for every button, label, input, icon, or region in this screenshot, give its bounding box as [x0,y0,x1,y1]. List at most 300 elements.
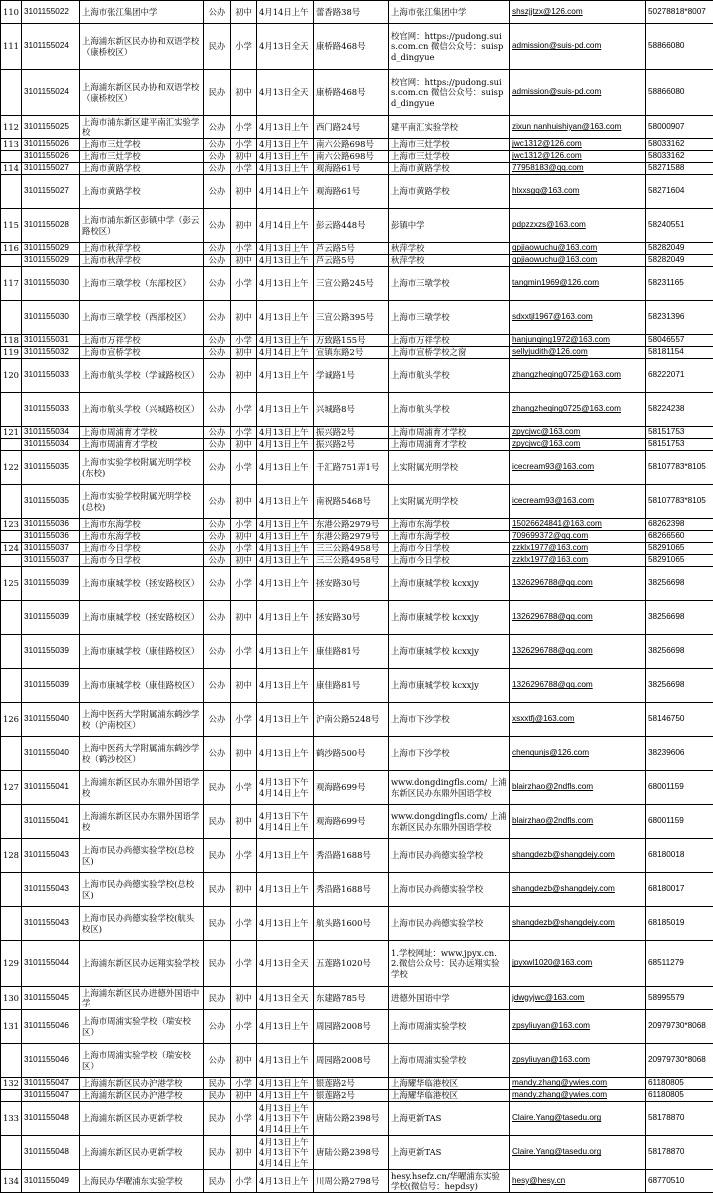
school-type: 公办 [204,335,231,347]
school-address: 康佳路81号 [314,635,389,669]
school-website[interactable]: 上海市东海学校 [389,519,510,531]
school-website[interactable]: 校官网：https://pudong.suis.com.cn 微信公众号：suispd_dingyue [389,24,510,70]
school-level: 初中 [231,347,257,359]
school-level: 初中 [231,737,257,771]
school-website[interactable]: 进德外国语中学 [389,987,510,1010]
row-number [1,70,22,116]
contact-email[interactable]: hanjunqing1972@163.com [510,335,646,347]
contact-email[interactable]: zpsyliuyan@163.com [510,1010,646,1044]
table-row [1,439,713,451]
contact-email[interactable]: zixun nanhuishiyan@163.com [510,116,646,139]
school-website[interactable]: 上海市民办尚德实验学校 [389,907,510,941]
school-website[interactable]: 校官网：https://pudong.suis.com.cn 微信公众号：suispd_dingyue [389,70,510,116]
school-name: 上海市实验学校附属光明学校(总校) [80,485,204,519]
contact-email[interactable]: qpjiaowuchu@163.com [510,243,646,255]
school-type: 公办 [204,347,231,359]
school-website[interactable]: 秋萍学校 [389,243,510,255]
table-row [1,941,713,987]
table-row [1,839,713,873]
school-website[interactable]: 上海市民办尚德实验学校 [389,873,510,907]
school-website[interactable]: 上海耀华临港校区 [389,1078,510,1090]
row-number [1,1044,22,1078]
contact-email[interactable]: pdpzzxzs@163.com [510,209,646,243]
school-type: 公办 [204,531,231,543]
school-address: 振兴路2号 [314,427,389,439]
table-row [1,485,713,519]
contact-email[interactable]: Claire.Yang@tasedu.org [510,1102,646,1136]
school-address: 三三公路4958号 [314,543,389,555]
contact-email[interactable]: sdxxtjl1967@163.com [510,301,646,335]
school-name: 上海市三墩学校（西部校区） [80,301,204,335]
school-level: 初中 [231,601,257,635]
open-day-time: 4月13日上午 [257,451,314,485]
contact-email[interactable]: shszjjtzx@126.com [510,1,646,24]
school-website[interactable]: 上海市今日学校 [389,543,510,555]
open-day-time: 4月13日上午 4月13日下午 4月14日上午 [257,1102,314,1136]
school-name: 上海浦东新区民办进德外国语中学 [80,987,204,1010]
school-level: 小学 [231,1102,257,1136]
open-day-time: 4月13日全天 [257,941,314,987]
row-number [1,1090,22,1102]
school-address: 万致路155号 [314,335,389,347]
school-type: 公办 [204,703,231,737]
row-number: 121 [1,427,22,439]
school-name: 上海市周浦实验学校（瑞安校区） [80,1044,204,1078]
row-number [1,601,22,635]
open-day-time: 4月13日上午 [257,873,314,907]
contact-phone: 58231165 [646,267,713,301]
school-name: 上海市康城学校（康佳路校区） [80,635,204,669]
school-name: 上海市秋萍学校 [80,255,204,267]
school-website[interactable]: 上海市周浦育才学校 [389,427,510,439]
open-day-time: 4月13日上午 [257,139,314,151]
contact-email[interactable]: icecream93@163.com [510,485,646,519]
table-row [1,519,713,531]
table-row [1,635,713,669]
school-website[interactable]: 彭镇中学 [389,209,510,243]
row-number [1,737,22,771]
contact-email[interactable]: admission@suis-pd.com [510,70,646,116]
open-day-time: 4月13日上午 [257,669,314,703]
contact-email[interactable]: admission@suis-pd.com [510,24,646,70]
school-address: 拯安路30号 [314,601,389,635]
school-type: 公办 [204,1010,231,1044]
school-website[interactable]: www.dongdingfls.com/ 上浦东新区民办东鼎外国语学校 [389,771,510,805]
school-level: 小学 [231,24,257,70]
contact-phone: 58178870 [646,1136,713,1170]
school-level: 初中 [231,1,257,24]
open-day-time: 4月13日全天 [257,987,314,1010]
contact-email[interactable]: zpsyliuyan@163.com [510,1044,646,1078]
school-website[interactable]: 上海市三灶学校 [389,139,510,151]
school-name: 上海浦东新区民办协和双语学校（康桥校区） [80,24,204,70]
contact-email[interactable]: 1326296788@qq.com [510,567,646,601]
open-day-time: 4月13日上午 [257,267,314,301]
school-level: 小学 [231,907,257,941]
school-address: 康桥路468号 [314,24,389,70]
school-level: 小学 [231,427,257,439]
school-website[interactable]: www.dongdingfls.com/ 上浦东新区民办东鼎外国语学校 [389,805,510,839]
school-name: 上海市东海学校 [80,531,204,543]
school-level: 小学 [231,335,257,347]
contact-email[interactable]: 709699372@qq.com [510,531,646,543]
contact-phone: 68770510 [646,1170,713,1193]
contact-phone: 58146750 [646,703,713,737]
school-level: 初中 [231,805,257,839]
school-website[interactable]: 上海市张江集团中学 [389,1,510,24]
school-type: 民办 [204,907,231,941]
school-address: 观海路699号 [314,771,389,805]
school-type: 公办 [204,359,231,393]
school-website[interactable]: 上海市下沙学校 [389,703,510,737]
row-number: 129 [1,941,22,987]
school-code: 3101155026 [22,151,80,163]
contact-email[interactable]: chenqunjs@126.com [510,737,646,771]
contact-phone: 58231396 [646,301,713,335]
contact-email[interactable]: mandy.zhang@ywies.com [510,1078,646,1090]
open-day-time: 4月13日全天 [257,24,314,70]
school-website[interactable]: 上海市周浦育才学校 [389,439,510,451]
school-level: 小学 [231,451,257,485]
school-address: 航头路1600号 [314,907,389,941]
school-website[interactable]: 上海市民办尚德实验学校 [389,839,510,873]
row-number: 124 [1,543,22,555]
row-number: 122 [1,451,22,485]
school-type: 公办 [204,737,231,771]
school-address: 三三公路4958号 [314,555,389,567]
school-code: 3101155030 [22,301,80,335]
school-website[interactable]: 上海耀华临港校区 [389,1090,510,1102]
contact-phone: 58033162 [646,151,713,163]
school-name: 上海市康城学校（拯安路校区） [80,567,204,601]
school-type: 民办 [204,987,231,1010]
table-row [1,116,713,139]
school-address: 康佳路81号 [314,669,389,703]
row-number [1,555,22,567]
row-number [1,439,22,451]
school-type: 公办 [204,567,231,601]
school-address: 蕾香路38号 [314,1,389,24]
school-code: 3101155040 [22,703,80,737]
school-level: 初中 [231,485,257,519]
school-type: 公办 [204,669,231,703]
contact-email[interactable]: shangdezb@shangdejy.com [510,873,646,907]
school-website[interactable]: 上实附属光明学校 [389,451,510,485]
contact-phone: 38256698 [646,635,713,669]
table-row [1,669,713,703]
school-website[interactable]: 上海市今日学校 [389,555,510,567]
open-day-time: 4月13日上午 [257,1010,314,1044]
contact-email[interactable]: zhangzheqing0725@163.com [510,359,646,393]
school-name: 上海市康城学校（拯安路校区） [80,601,204,635]
open-day-time: 4月13日上午 [257,543,314,555]
school-address: 川周公路2798号 [314,1170,389,1193]
table-row [1,703,713,737]
school-website[interactable]: 秋萍学校 [389,255,510,267]
school-level: 小学 [231,116,257,139]
row-number [1,1136,22,1170]
school-code: 3101155034 [22,439,80,451]
school-type: 公办 [204,543,231,555]
school-website[interactable]: 上海市周浦实验学校 [389,1044,510,1078]
table-row [1,139,713,151]
contact-phone: 68180018 [646,839,713,873]
table-row [1,1090,713,1102]
contact-email[interactable]: qpjiaowuchu@163.com [510,255,646,267]
table-row [1,737,713,771]
contact-email[interactable]: 1326296788@qq.com [510,635,646,669]
open-day-time: 4月13日全天 [257,70,314,116]
open-day-time: 4月13日上午 [257,1044,314,1078]
school-type: 民办 [204,1078,231,1090]
contact-phone: 58107783*8105 [646,451,713,485]
school-website[interactable]: 上实附属光明学校 [389,485,510,519]
school-level: 初中 [231,70,257,116]
contact-email[interactable]: 1326296788@qq.com [510,669,646,703]
school-name: 上海市周浦育才学校 [80,439,204,451]
open-day-time: 4月13日上午 4月13日下午 4月14日上午 [257,1136,314,1170]
contact-email[interactable]: xsxxtfj@163.com [510,703,646,737]
school-website[interactable]: 上海市下沙学校 [389,737,510,771]
table-row [1,555,713,567]
contact-phone: 58181154 [646,347,713,359]
school-code: 3101155039 [22,635,80,669]
table-row [1,873,713,907]
row-number: 110 [1,1,22,24]
school-name: 上海市浦东新区彭镇中学（彭云路校区） [80,209,204,243]
school-address: 银莲路2号 [314,1090,389,1102]
school-name: 上海市周浦实验学校（瑞安校区） [80,1010,204,1044]
school-level: 初中 [231,531,257,543]
school-name: 上海市民办尚德实验学校(总校区) [80,873,204,907]
contact-email[interactable]: Claire.Yang@tasedu.org [510,1136,646,1170]
contact-email[interactable]: hlxxsgq@163.com [510,175,646,209]
row-number: 133 [1,1102,22,1136]
school-website[interactable]: 上海市黄路学校 [389,163,510,175]
school-code: 3101155046 [22,1044,80,1078]
school-website[interactable]: 上海市周浦实验学校 [389,1010,510,1044]
contact-phone: 58866080 [646,24,713,70]
school-name: 上海市万祥学校 [80,335,204,347]
table-row [1,1170,713,1193]
school-website[interactable]: 上海市黄路学校 [389,175,510,209]
contact-phone: 58107783*8105 [646,485,713,519]
contact-email[interactable]: 77958183@qq.com [510,163,646,175]
school-website[interactable]: 上海更新TAS [389,1102,510,1136]
school-level: 初中 [231,1044,257,1078]
school-website[interactable]: 建平南汇实验学校 [389,116,510,139]
row-number: 127 [1,771,22,805]
school-level: 小学 [231,139,257,151]
row-number: 131 [1,1010,22,1044]
open-day-time: 4月13日上午 [257,601,314,635]
contact-email[interactable]: zpycjwc@163.com [510,427,646,439]
contact-email[interactable]: shangdezb@shangdejy.com [510,907,646,941]
school-level: 小学 [231,635,257,669]
school-level: 小学 [231,1170,257,1193]
school-website[interactable]: 上海市康城学校 kcxxjy [389,635,510,669]
contact-email[interactable]: tangmin1969@126.com [510,267,646,301]
table-row [1,151,713,163]
school-address: 五莲路1020号 [314,941,389,987]
school-name: 上海浦东新区民办更新学校 [80,1102,204,1136]
open-day-time: 4月13日上午 [257,163,314,175]
school-code: 3101155039 [22,567,80,601]
contact-phone: 68001159 [646,771,713,805]
school-code: 3101155048 [22,1136,80,1170]
school-level: 小学 [231,839,257,873]
table-row [1,543,713,555]
row-number: 120 [1,359,22,393]
school-website[interactable]: 1.学校网址：www.jpyx.cn. 2.微信公众号：民办远翔实验学校 [389,941,510,987]
contact-email[interactable]: sellyjudith@126.com [510,347,646,359]
contact-phone: 58291065 [646,555,713,567]
school-code: 3101155044 [22,941,80,987]
school-level: 小学 [231,703,257,737]
school-website[interactable]: 上海更新TAS [389,1136,510,1170]
contact-email[interactable]: blairzhao@2ndfls.com [510,771,646,805]
school-name: 上海市三灶学校 [80,151,204,163]
row-number: 112 [1,116,22,139]
school-website[interactable]: hesy.hsefz.cn/华曜浦东实验学校(微信号：hepdsy) [389,1170,510,1193]
row-number: 115 [1,209,22,243]
school-address: 东建路785号 [314,987,389,1010]
contact-email[interactable]: blairzhao@2ndfls.com [510,805,646,839]
row-number: 128 [1,839,22,873]
contact-email[interactable]: icecream93@163.com [510,451,646,485]
contact-email[interactable]: jpyxwl1020@163.com [510,941,646,987]
contact-email[interactable]: zzklx1977@163.com [510,543,646,555]
school-website[interactable]: 上海市康城学校 kcxxjy [389,601,510,635]
school-type: 公办 [204,1044,231,1078]
open-day-time: 4月14日上午 [257,209,314,243]
row-number: 130 [1,987,22,1010]
school-address: 兴城路8号 [314,393,389,427]
school-address: 鹤沙路500号 [314,737,389,771]
school-level: 小学 [231,771,257,805]
table-row [1,243,713,255]
table-row [1,1044,713,1078]
school-name: 上海市三墩学校（东部校区） [80,267,204,301]
contact-phone: 68511279 [646,941,713,987]
school-address: 银莲路2号 [314,1078,389,1090]
school-level: 初中 [231,669,257,703]
contact-email[interactable]: shangdezb@shangdejy.com [510,839,646,873]
school-address: 彭云路448号 [314,209,389,243]
school-code: 3101155034 [22,427,80,439]
school-name: 上海市康城学校（康佳路校区） [80,669,204,703]
school-website[interactable]: 上海市康城学校 kcxxjy [389,669,510,703]
school-name: 上海浦东新区民办协和双语学校（康桥校区） [80,70,204,116]
open-day-time: 4月13日上午 [257,116,314,139]
school-name: 上海市周浦育才学校 [80,427,204,439]
school-name: 上海市今日学校 [80,543,204,555]
school-address: 南六公路698号 [314,139,389,151]
contact-email[interactable]: 15026624841@163.com [510,519,646,531]
contact-phone: 20979730*8068 [646,1044,713,1078]
school-website[interactable]: 上海市康城学校 kcxxjy [389,567,510,601]
contact-email[interactable]: jwc1312@126.com [510,151,646,163]
contact-email[interactable]: jdwgyjwc@163.com [510,987,646,1010]
school-name: 上海市东海学校 [80,519,204,531]
open-day-time: 4月13日上午 [257,703,314,737]
school-type: 民办 [204,941,231,987]
contact-phone: 68266560 [646,531,713,543]
contact-email[interactable]: mandy.zhang@ywies.com [510,1090,646,1102]
contact-email[interactable]: 1326296788@qq.com [510,601,646,635]
school-type: 公办 [204,175,231,209]
table-row [1,771,713,805]
school-name: 上海市张江集团中学 [80,1,204,24]
school-type: 民办 [204,839,231,873]
school-address: 东港公路2979号 [314,531,389,543]
school-address: 唐陆公路2398号 [314,1102,389,1136]
open-day-time: 4月13日上午 [257,531,314,543]
open-day-time: 4月13日上午 [257,519,314,531]
row-number [1,805,22,839]
school-type: 公办 [204,255,231,267]
table-row [1,1136,713,1170]
school-website[interactable]: 上海市航头学校 [389,393,510,427]
school-website[interactable]: 上海市三墩学校 [389,301,510,335]
school-type: 民办 [204,70,231,116]
school-website[interactable]: 上海市东海学校 [389,531,510,543]
contact-email[interactable]: zhangzheqing0725@163.com [510,393,646,427]
table-row [1,907,713,941]
contact-phone: 68180017 [646,873,713,907]
school-website[interactable]: 上海市航头学校 [389,359,510,393]
school-code: 3101155045 [22,987,80,1010]
school-name: 上海市宣桥学校 [80,347,204,359]
school-code: 3101155032 [22,347,80,359]
row-number: 125 [1,567,22,601]
contact-email[interactable]: hesy@hesy.cn [510,1170,646,1193]
contact-phone: 58282049 [646,243,713,255]
open-day-time: 4月13日上午 [257,427,314,439]
contact-phone: 58046557 [646,335,713,347]
contact-phone: 38239606 [646,737,713,771]
row-number [1,873,22,907]
contact-email[interactable]: zzklx1977@163.com [510,555,646,567]
school-name: 上海中医药大学附属浦东鹤沙学校（沪南校区） [80,703,204,737]
contact-phone: 61180805 [646,1090,713,1102]
school-type: 公办 [204,555,231,567]
row-number: 118 [1,335,22,347]
open-day-time: 4月13日上午 [257,567,314,601]
school-website[interactable]: 上海市万祥学校 [389,335,510,347]
school-name: 上海市实验学校附属光明学校(东校) [80,451,204,485]
school-type: 民办 [204,24,231,70]
contact-phone: 58178870 [646,1102,713,1136]
open-day-time: 4月14日上午 [257,1,314,24]
table-row [1,1010,713,1044]
open-day-time: 4月13日上午 [257,1170,314,1193]
school-address: 宣镇东路2号 [314,347,389,359]
contact-phone: 58151753 [646,439,713,451]
school-website[interactable]: 上海市宣桥学校之窗 [389,347,510,359]
school-website[interactable]: 上海市三灶学校 [389,151,510,163]
row-number [1,255,22,267]
row-number: 116 [1,243,22,255]
contact-email[interactable]: jwc1312@126.com [510,139,646,151]
school-code: 3101155033 [22,393,80,427]
table-row [1,255,713,267]
school-level: 初中 [231,151,257,163]
school-website[interactable]: 上海市三墩学校 [389,267,510,301]
school-type: 民办 [204,1136,231,1170]
contact-email[interactable]: zpycjwc@163.com [510,439,646,451]
school-level: 小学 [231,519,257,531]
